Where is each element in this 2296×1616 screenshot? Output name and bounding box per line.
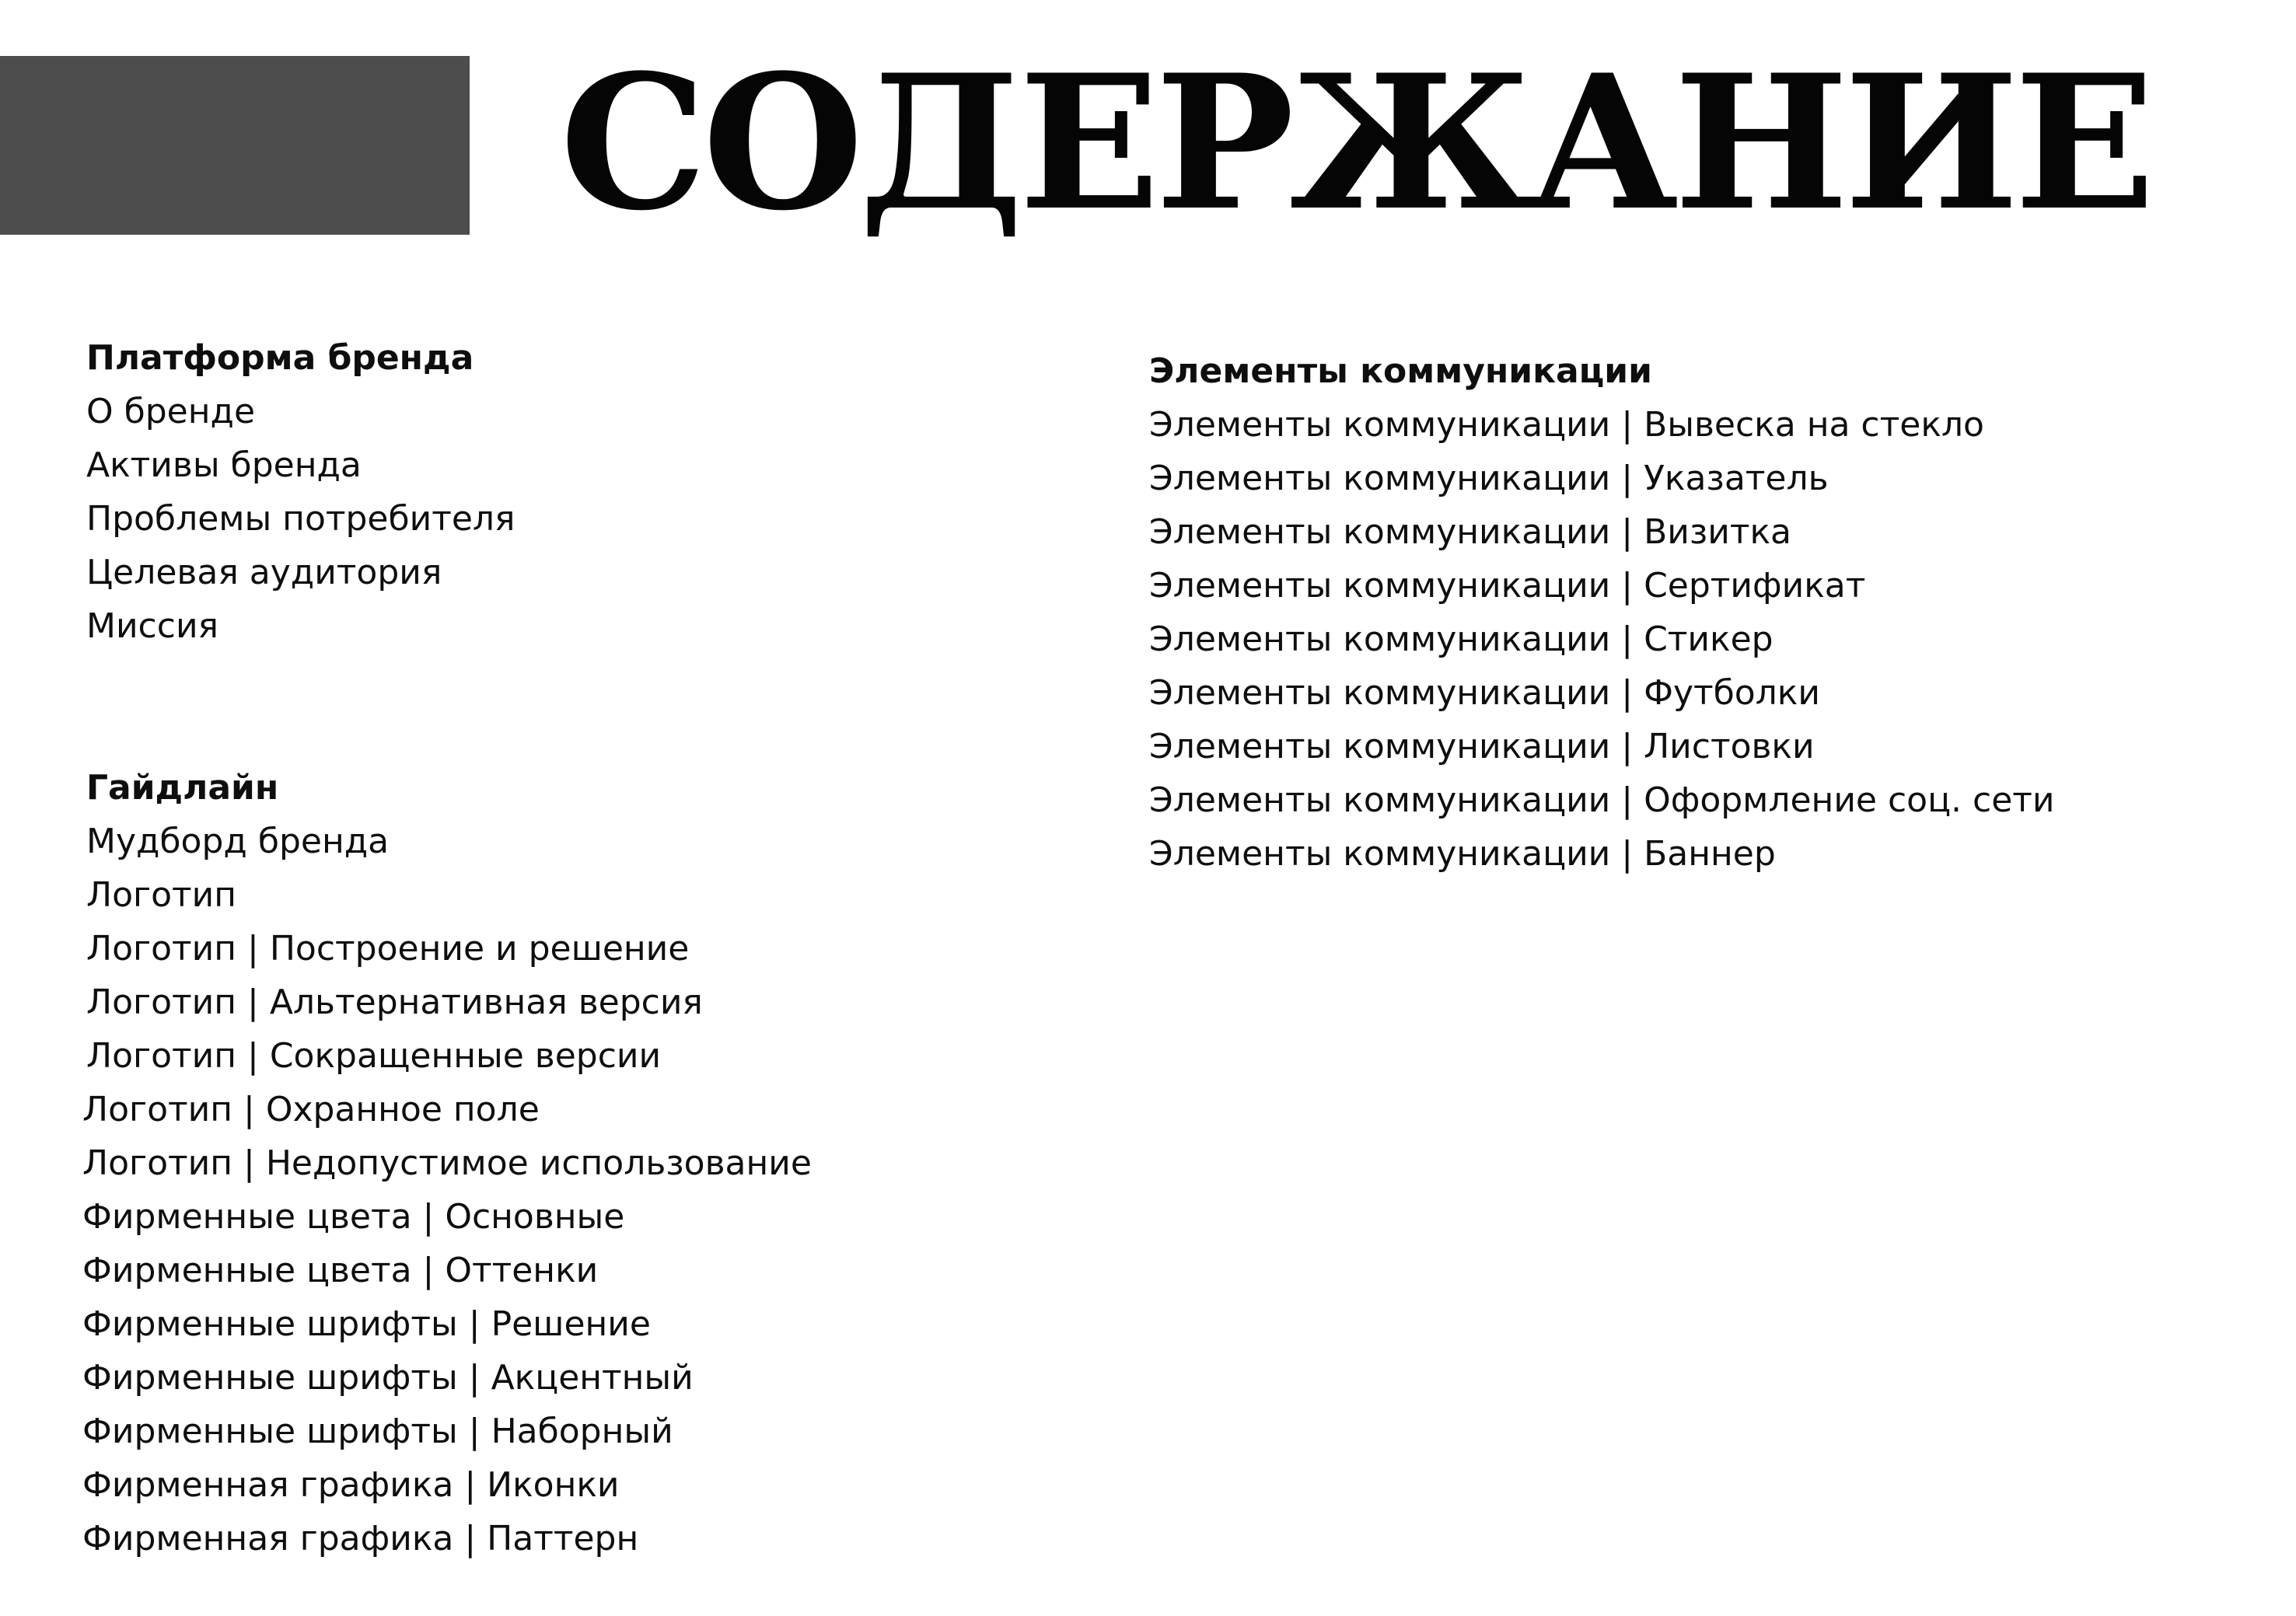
toc-item[interactable]: Логотип | Построение и решение [86, 929, 690, 969]
toc-item[interactable]: Элементы коммуникации | Вывеска на стекло [1149, 405, 1984, 445]
toc-item[interactable]: О бренде [86, 392, 256, 431]
toc-item[interactable]: Фирменные цвета | Основные [82, 1197, 625, 1237]
toc-item[interactable]: Элементы коммуникации | Стикер [1149, 620, 1774, 659]
section-heading-brand-platform: Платформа бренда [86, 338, 474, 378]
toc-item[interactable]: Элементы коммуникации | Листовки [1149, 727, 1815, 766]
toc-list-brand-platform [86, 385, 515, 653]
toc-item[interactable]: Элементы коммуникации | Оформление соц. сети [1149, 780, 2055, 820]
toc-item[interactable]: Фирменная графика | Иконки [82, 1465, 620, 1505]
toc-item[interactable]: Активы бренда [86, 445, 362, 485]
section-heading-guideline: Гайдлайн [86, 768, 279, 808]
toc-item[interactable]: Логотип | Сокращенные версии [86, 1036, 662, 1076]
toc-item[interactable]: Элементы коммуникации | Визитка [1149, 512, 1792, 552]
toc-list-guideline [82, 815, 812, 1565]
toc-item[interactable]: Целевая аудитория [86, 553, 442, 592]
section-heading-communication-elements: Элементы коммуникации [1149, 351, 1652, 391]
toc-item[interactable]: Элементы коммуникации | Футболки [1149, 673, 1820, 713]
toc-item[interactable]: Миссия [86, 606, 219, 646]
toc-item[interactable]: Элементы коммуникации | Баннер [1149, 834, 1776, 874]
toc-item[interactable]: Элементы коммуникации | Указатель [1149, 459, 1829, 498]
toc-list-communication-elements [1149, 398, 2055, 881]
toc-item[interactable]: Фирменные шрифты | Решение [82, 1304, 651, 1344]
toc-item[interactable]: Элементы коммуникации | Сертификат [1149, 566, 1866, 606]
toc-item[interactable]: Фирменные цвета | Оттенки [82, 1251, 599, 1290]
toc-item[interactable]: Фирменная графика | Паттерн [82, 1519, 639, 1558]
section-guideline [82, 761, 812, 1565]
toc-item[interactable]: Мудборд бренда [86, 822, 390, 861]
header-accent-bar [0, 56, 470, 235]
section-communication-elements [1149, 344, 2055, 881]
toc-item[interactable]: Логотип | Альтернативная версия [86, 983, 703, 1022]
toc-item[interactable]: Фирменные шрифты | Наборный [82, 1412, 673, 1451]
toc-item[interactable]: Логотип | Недопустимое использование [82, 1143, 812, 1183]
toc-item[interactable]: Логотип | Охранное поле [82, 1090, 540, 1129]
section-brand-platform [86, 331, 515, 653]
page-title: СОДЕРЖАНИЕ [560, 35, 2151, 252]
toc-item[interactable]: Логотип [86, 875, 237, 915]
toc-item[interactable]: Проблемы потребителя [86, 499, 515, 539]
toc-item[interactable]: Фирменные шрифты | Акцентный [82, 1358, 694, 1398]
